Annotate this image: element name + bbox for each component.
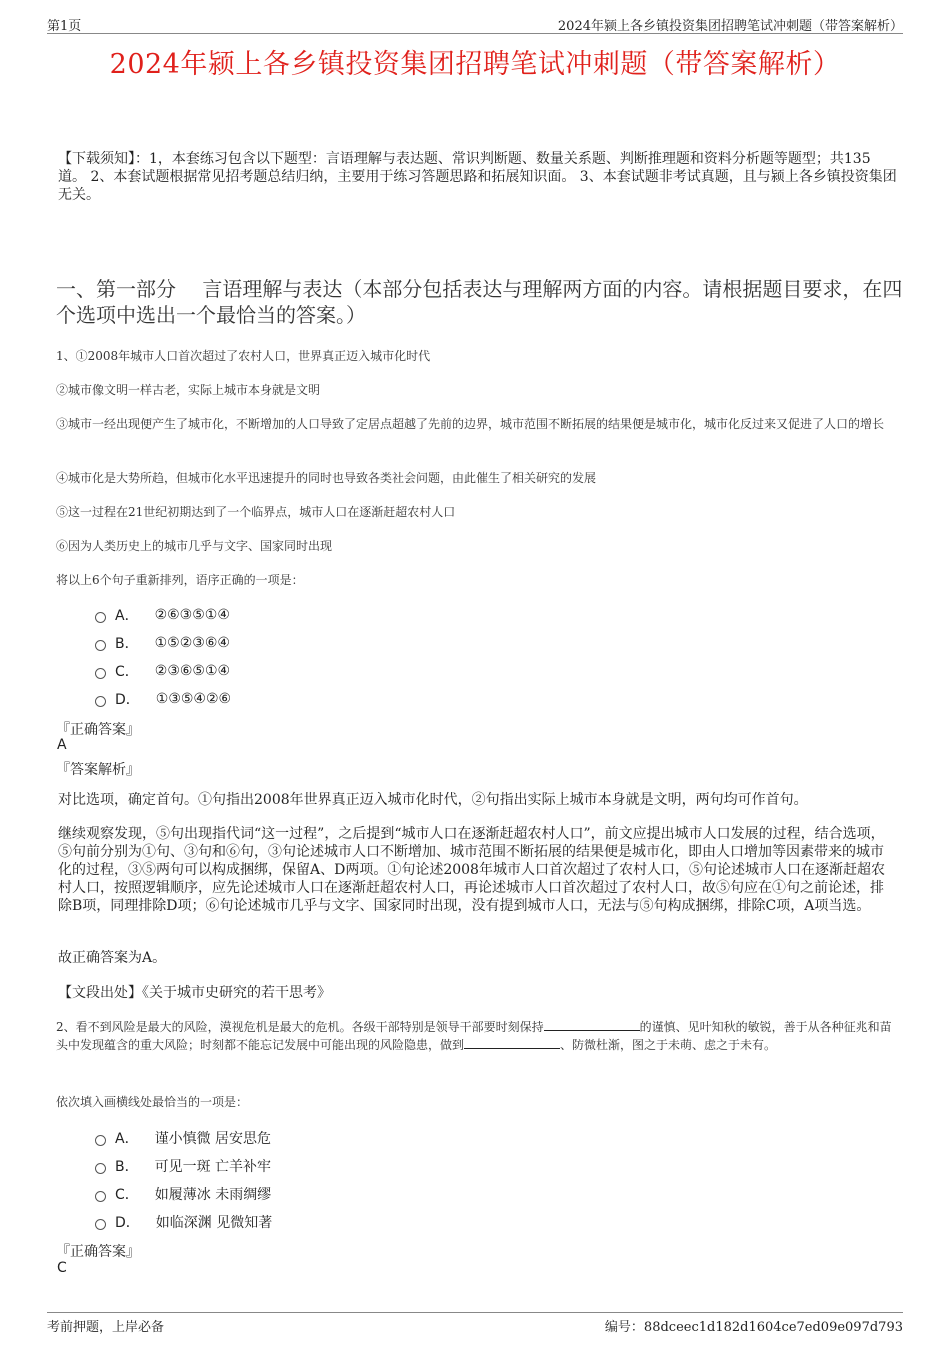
radio-icon[interactable] — [95, 668, 106, 679]
q1-answer-heading: 『正确答案』 — [56, 722, 140, 738]
radio-icon[interactable] — [95, 1191, 106, 1202]
option-text: ①⑤②③⑥④ — [154, 635, 230, 651]
page-header — [47, 13, 903, 34]
q2-answer: C — [57, 1260, 67, 1276]
q2-text-2: 的谨慎、见叶知秋的敏锐，善于从各种征兆和苗头中发现蕴含的重大风险；时刻都不能忘记发展中可能出现的风险隐患，做到 — [56, 1020, 892, 1052]
radio-icon[interactable] — [95, 612, 106, 623]
option-text: ①③⑤④②⑥ — [155, 691, 232, 707]
q1-line-5: ⑤这一过程在21世纪初期达到了一个临界点，城市人口在逐渐赶超农村人口 — [56, 505, 456, 519]
footer-slogan: 考前押题，上岸必备 — [47, 1320, 165, 1335]
q1-source: 【文段出处】《关于城市史研究的若干思考》 — [58, 985, 331, 1001]
page-footer — [47, 1312, 903, 1333]
q1-option-d[interactable] — [95, 689, 231, 709]
q1-line-1: 1、①2008年城市人口首次超过了农村人口，世界真正迈入城市化时代 — [56, 349, 431, 363]
radio-icon[interactable] — [95, 640, 106, 651]
q1-line-3: ③城市一经出现便产生了城市化，不断增加的人口导致了定居点超越了先前的边界，城市范围不断拓展的结果便是城市化，城市化反过来又促进了人口的增长 — [56, 417, 885, 431]
option-letter: A． — [115, 1131, 139, 1147]
option-letter: D． — [115, 1215, 140, 1231]
option-text: ②⑥③⑤①④ — [154, 607, 230, 623]
option-text: 如履薄冰 未雨绸缪 — [154, 1187, 272, 1203]
option-letter: A． — [115, 608, 139, 624]
q2-text-3: 、防微杜渐，图之于未萌、虑之于未有。 — [560, 1038, 777, 1052]
q2-option-d[interactable] — [95, 1212, 272, 1232]
q2-option-c[interactable] — [95, 1184, 271, 1204]
q2-option-b[interactable] — [95, 1156, 271, 1176]
radio-icon[interactable] — [95, 696, 106, 707]
q2-answer-heading: 『正确答案』 — [56, 1244, 140, 1260]
q1-analysis-3: 故正确答案为A。 — [58, 950, 167, 966]
radio-icon[interactable] — [95, 1219, 106, 1230]
q2-text-1: 2、看不到风险是最大的风险，漠视危机是最大的危机。各级干部特别是领导干部要时刻保持 — [56, 1020, 544, 1034]
q1-analysis-heading: 『答案解析』 — [56, 762, 140, 778]
q2-prompt: 依次填入画横线处最恰当的一项是： — [56, 1095, 249, 1109]
option-letter: B． — [115, 636, 139, 652]
option-letter: C． — [115, 1187, 139, 1203]
q1-line-6: ⑥因为人类历史上的城市几乎与文字、国家同时出现 — [56, 539, 333, 553]
radio-icon[interactable] — [95, 1135, 106, 1146]
blank-line — [544, 1020, 640, 1031]
q1-analysis-1: 对比选项，确定首句。①句指出2008年世界真正迈入城市化时代，②句指出实际上城市本身就是文明，两句均可作首句。 — [58, 792, 808, 808]
blank-line — [464, 1038, 560, 1049]
option-text: 如临深渊 见微知著 — [155, 1215, 273, 1231]
q1-prompt: 将以上6个句子重新排列，语序正确的一项是： — [56, 573, 304, 587]
page-number: 第1页 — [47, 19, 82, 34]
option-letter: D． — [115, 692, 140, 708]
q1-option-c[interactable] — [95, 661, 230, 681]
q1-option-a[interactable] — [95, 605, 230, 625]
option-text: ②③⑥⑤①④ — [154, 663, 231, 679]
header-doc-title: 2024年颍上各乡镇投资集团招聘笔试冲刺题（带答案解析） — [557, 19, 903, 34]
option-text: 谨小慎微 居安思危 — [154, 1131, 272, 1147]
option-letter: C． — [115, 664, 139, 680]
q1-line-2: ②城市像文明一样古老，实际上城市本身就是文明 — [56, 383, 321, 397]
q2-stem — [56, 1018, 896, 1054]
footer-serial: 编号：88dceec1d182d1604ce7ed09e097d793 — [604, 1320, 903, 1335]
option-letter: B． — [115, 1159, 139, 1175]
q2-option-a[interactable] — [95, 1128, 271, 1148]
q1-answer: A — [57, 737, 67, 753]
section-heading: 一、第一部分 言语理解与表达（本部分包括表达与理解两方面的内容。请根据题目要求，在四个选项中选出一个最恰当的答案。） — [56, 277, 903, 327]
q1-analysis-2: 继续观察发现，⑤句出现指代词“这一过程”，之后提到“城市人口在逐渐赶超农村人口”，前文应提出城市人口发展的过程，结合选项，⑤句前分别为①句、③句和⑥句，③句论述城市人口不断增加、城市范围不断拓展的结果便是城市化，即由人口增加等因素带来的城市化的过程，③⑤两句可以构成捆绑，保留A、D两项。①句论述2008年城市人口首次超过了农村人口，⑤句论述城市人口在逐渐赶超农村人口，按照逻辑顺序，应先论述城市人口在逐渐赶超农村人口，再论述城市人口首次超过了农村人口，故⑤句应在①句之前论述，排除B项，同理排除D项；⑥句论述城市几乎与文字、国家同时出现，没有提到城市人口，无法与⑤句构成捆绑，排除C项，A项当选。 — [58, 826, 885, 914]
radio-icon[interactable] — [95, 1163, 106, 1174]
q1-line-4: ④城市化是大势所趋，但城市化水平迅速提升的同时也导致各类社会问题，由此催生了相关研究的发展 — [56, 471, 597, 485]
page-title: 2024年颍上各乡镇投资集团招聘笔试冲刺题（带答案解析） — [109, 49, 841, 80]
download-notice: 【下载须知】：1，本套练习包含以下题型：言语理解与表达题、常识判断题、数量关系题、判断推理题和资料分析题等题型；共135道。 2、本套试题根据常见招考题总结归纳，主要用于练习答题思路和拓展知识面。 3、本套试题非考试真题，且与颍上各乡镇投资集团无关。 — [58, 151, 897, 203]
q1-option-b[interactable] — [95, 633, 230, 653]
option-text: 可见一斑 亡羊补牢 — [154, 1159, 272, 1175]
